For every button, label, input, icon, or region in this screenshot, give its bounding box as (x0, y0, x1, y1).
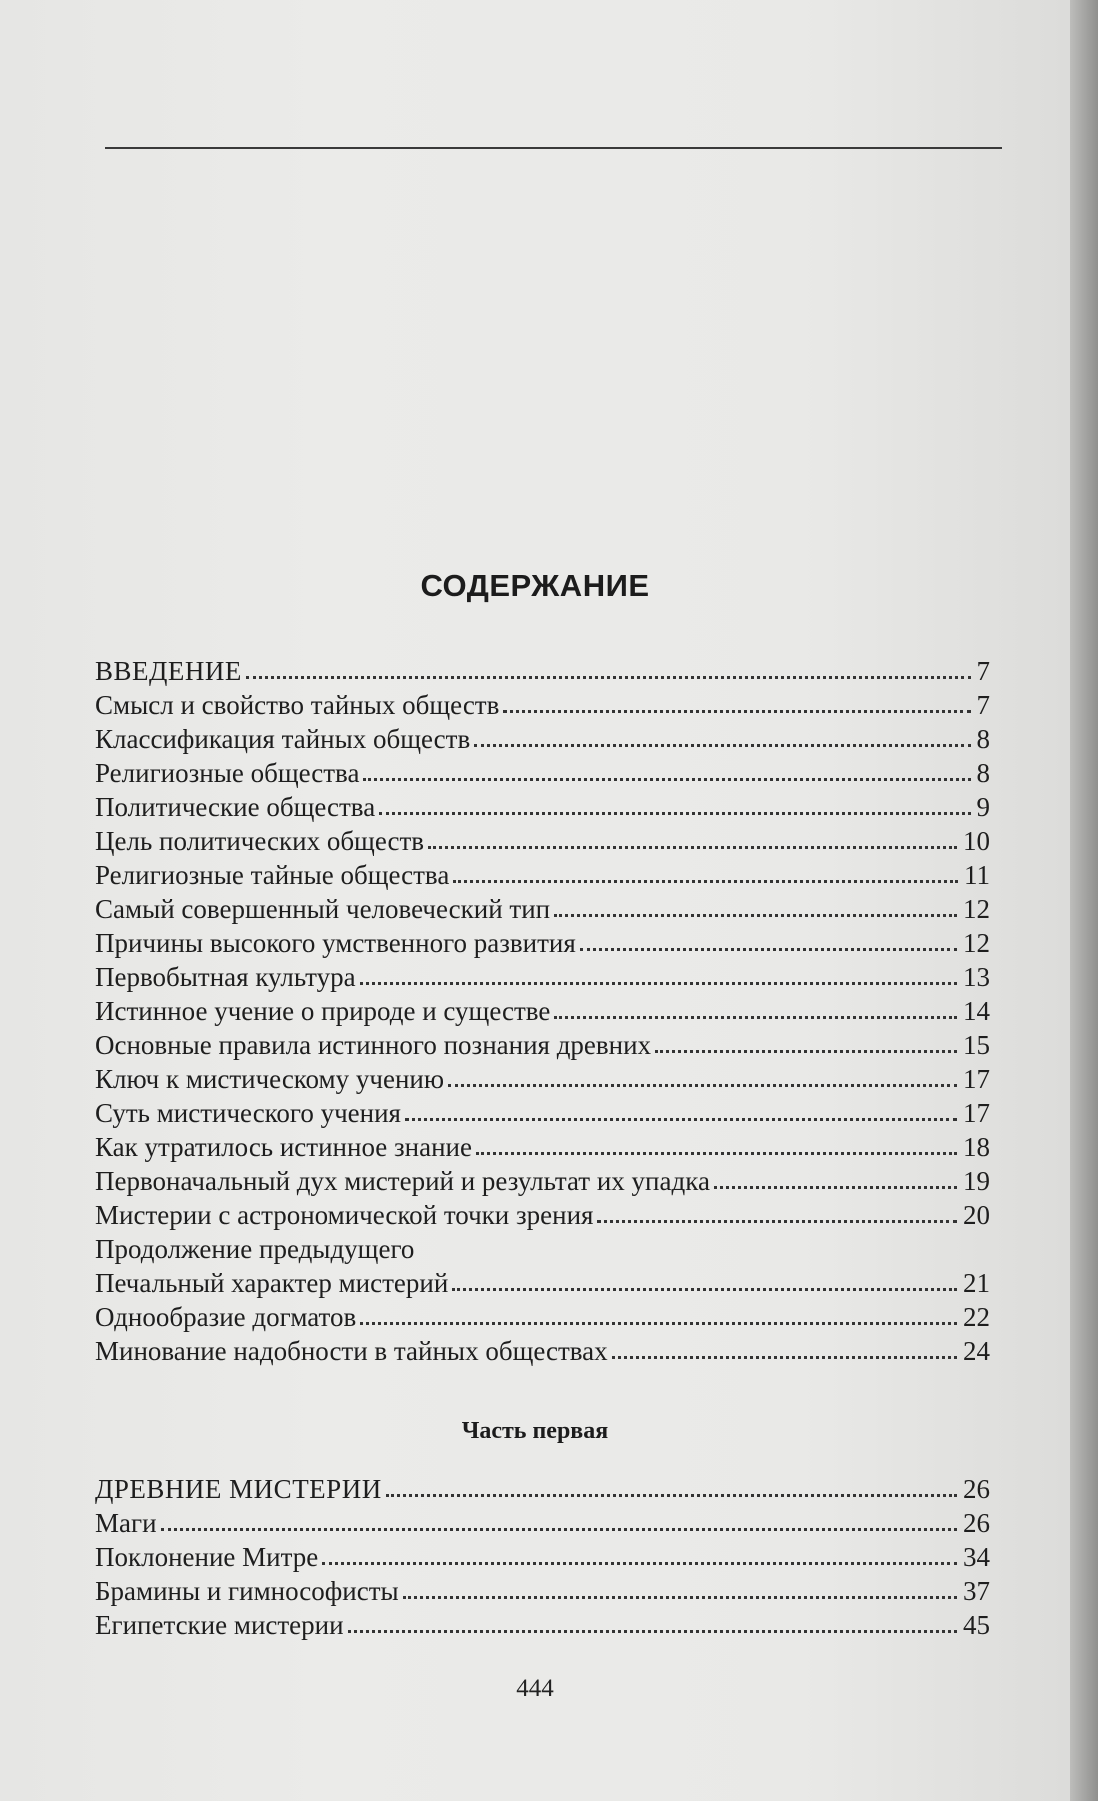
toc-entry-page: 13 (963, 962, 990, 992)
toc-entry-title: Причины высокого умственного развития (95, 928, 576, 958)
page-title: СОДЕРЖАНИЕ (420, 568, 650, 603)
toc-entry-page: 10 (963, 826, 990, 856)
toc-entry-title: Основные правила истинного познания древних (95, 1030, 652, 1060)
leader-dots (597, 1220, 957, 1223)
toc-entry-page: 9 (976, 792, 990, 822)
toc-entry-title: Политические общества (95, 792, 376, 822)
toc-entry-page: 15 (963, 1030, 990, 1060)
toc-entry-title: Цель политических обществ (95, 826, 425, 856)
toc-entry[interactable] (95, 992, 990, 1026)
leader-dots (612, 1356, 957, 1359)
toc-entry-title: Продолжение предыдущего (95, 1234, 415, 1264)
toc-entry-page: 8 (976, 758, 990, 788)
toc-entry-page: 26 (963, 1474, 990, 1504)
toc-entry-title: Минование надобности в тайных обществах (95, 1336, 608, 1366)
toc-entry-title: Самый совершенный человеческий тип (95, 894, 551, 924)
toc-entry[interactable] (95, 652, 990, 686)
toc-entry-title: Печальный характер мистерий (95, 1268, 449, 1298)
toc-entry-page: 20 (963, 1200, 990, 1230)
leader-dots (714, 1186, 957, 1189)
page-number: 444 (516, 1675, 554, 1702)
toc-entry[interactable] (95, 1572, 990, 1606)
toc-entry[interactable] (95, 856, 990, 890)
toc-entry-page: 45 (963, 1610, 990, 1640)
leader-dots (161, 1528, 957, 1531)
toc-entry[interactable] (95, 958, 990, 992)
leader-dots (360, 1322, 957, 1325)
leader-dots (448, 1084, 957, 1087)
toc-entry-title: Религиозные общества (95, 758, 360, 788)
header-rule (105, 147, 1002, 149)
toc-entry[interactable] (95, 1230, 990, 1264)
leader-dots (452, 1288, 957, 1291)
toc-entry-title: Первоначальный дух мистерий и результат их упадка (95, 1166, 710, 1196)
toc-entry-title: Смысл и свойство тайных обществ (95, 690, 500, 720)
leader-dots (474, 744, 970, 747)
leader-dots (363, 778, 970, 781)
toc-entry-title: Ключ к мистическому учению (95, 1064, 445, 1094)
toc-entry-page: 18 (963, 1132, 990, 1162)
leader-dots (405, 1118, 957, 1121)
leader-dots (428, 846, 957, 849)
toc-entry[interactable] (95, 720, 990, 754)
leader-dots (453, 880, 958, 883)
toc-entry[interactable] (95, 1196, 990, 1230)
toc-entry-page: 26 (963, 1508, 990, 1538)
toc-entry-page: 24 (963, 1336, 990, 1366)
toc-entry[interactable] (95, 1470, 990, 1504)
toc-entry-title: Классификация тайных обществ (95, 724, 471, 754)
toc-entry-page: 37 (963, 1576, 990, 1606)
toc-entry[interactable] (95, 1128, 990, 1162)
toc-entry[interactable] (95, 1606, 990, 1640)
toc-entry-title: Маги (95, 1508, 157, 1538)
leader-dots (246, 676, 971, 679)
toc-entry[interactable] (95, 1162, 990, 1196)
toc-entry[interactable] (95, 1538, 990, 1572)
leader-dots (386, 1494, 957, 1497)
leader-dots (655, 1050, 957, 1053)
leader-dots (379, 812, 970, 815)
toc-entry-title: Как утратилось истинное знание (95, 1132, 472, 1162)
toc-entry-title: Однообразие догматов (95, 1302, 357, 1332)
toc-list-part-one (95, 1470, 990, 1640)
toc-entry-title: Египетские мистерии (95, 1610, 344, 1640)
toc-entry-title: Поклонение Митре (95, 1542, 319, 1572)
toc-entry[interactable] (95, 1264, 990, 1298)
toc-entry-title: ВВЕДЕНИЕ (95, 656, 242, 686)
toc-entry[interactable] (95, 1298, 990, 1332)
leader-dots (580, 948, 957, 951)
toc-entry-page: 19 (963, 1166, 990, 1196)
toc-entry[interactable] (95, 890, 990, 924)
leader-dots (348, 1630, 957, 1633)
toc-entry[interactable] (95, 754, 990, 788)
toc-entry-title: Мистерии с астрономической точки зрения (95, 1200, 594, 1230)
toc-entry-page: 34 (963, 1542, 990, 1572)
toc-entry[interactable] (95, 1094, 990, 1128)
toc-entry-page: 8 (976, 724, 990, 754)
toc-entry-title: Первобытная культура (95, 962, 356, 992)
toc-entry-title: Брамины и гимнософисты (95, 1576, 399, 1606)
toc-list-introduction (95, 652, 990, 1366)
toc-entry-page: 12 (963, 894, 990, 924)
toc-entry-page: 17 (963, 1064, 990, 1094)
toc-entry-title: Истинное учение о природе и существе (95, 996, 551, 1026)
leader-dots (476, 1152, 957, 1155)
toc-entry-page: 22 (963, 1302, 990, 1332)
toc-entry[interactable] (95, 1026, 990, 1060)
spine-shadow (1070, 0, 1098, 1801)
toc-entry[interactable] (95, 686, 990, 720)
toc-entry[interactable] (95, 924, 990, 958)
toc-entry-title: Религиозные тайные общества (95, 860, 450, 890)
toc-entry-page: 14 (963, 996, 990, 1026)
leader-dots (360, 982, 957, 985)
toc-entry-page: 11 (964, 860, 990, 890)
leader-dots (503, 710, 970, 713)
leader-dots (322, 1562, 957, 1565)
toc-entry-title: Суть мистического учения (95, 1098, 401, 1128)
toc-entry-page: 7 (976, 656, 990, 686)
toc-entry-page: 12 (963, 928, 990, 958)
toc-entry-page: 21 (963, 1268, 990, 1298)
leader-dots (554, 914, 957, 917)
toc-entry[interactable] (95, 1060, 990, 1094)
part-heading: Часть первая (461, 1418, 609, 1444)
toc-entry-page: 7 (976, 690, 990, 720)
toc-entry[interactable] (95, 788, 990, 822)
toc-entry[interactable] (95, 1332, 990, 1366)
toc-entry-page: 17 (963, 1098, 990, 1128)
toc-entry[interactable] (95, 822, 990, 856)
toc-entry[interactable] (95, 1504, 990, 1538)
leader-dots (403, 1596, 957, 1599)
leader-dots (554, 1016, 957, 1019)
toc-entry-title: ДРЕВНИЕ МИСТЕРИИ (95, 1474, 382, 1504)
